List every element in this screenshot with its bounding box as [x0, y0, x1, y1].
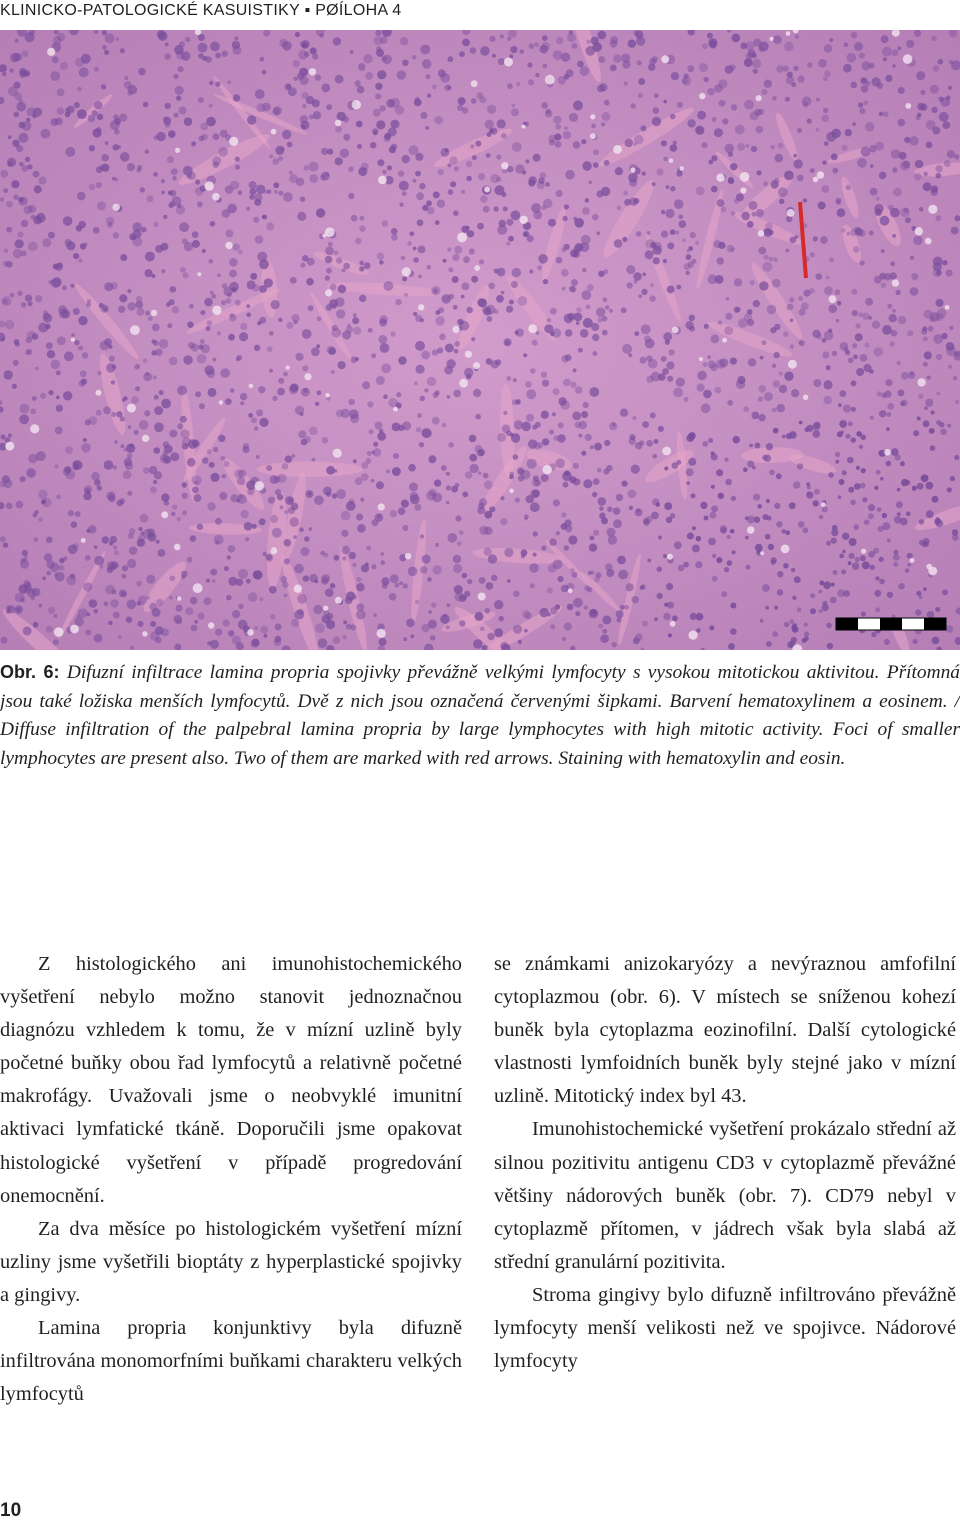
paragraph: Za dva měsíce po histologickém vyšetření mízní uzliny jsme vyšetřili bioptáty z hyperplastické spojivky a gingivy. — [0, 1217, 462, 1306]
running-head: KLINICKO-PATOLOGICKÉ KASUISTIKY ▪ PØÍLOHA 4 — [0, 2, 402, 19]
paragraph: Stroma gingivy bylo difuzně infiltrováno převážně lymfocyty menší velikosti než ve spojivce. Nádorové lymfocyty — [494, 1283, 956, 1373]
caption-text: Difuzní infiltrace lamina propria spojivky převážně velkými lymfocyty s vysokou mitotickou aktivitou. Přítomná jsou také ložiska menších lymfocytů. Dvě z nich jsou označená červenými šipkami. Barvení hematoxylinem a eosinem. / Diffuse infiltration of the palpebral lamina propria by large lymphocytes with high mitotic activity. Foci of smaller lymphocytes are present also. Two of them are marked with red arrows. Staining with hematoxylin and eosin. — [0, 662, 960, 769]
paragraph: se známkami anizokaryózy a nevýraznou amfofilní cytoplazmou (obr. 6). V místech se sníženou kohezí buněk byla cytoplazma eozinofilní. Další cytologické vlastnosti lymfoidních buněk byly stejné jako v mízní uzlině. Mitotický index byl 43. — [494, 953, 956, 1108]
figure-caption — [0, 658, 960, 773]
micrograph-image — [0, 30, 960, 650]
histology-figure — [0, 30, 960, 650]
paragraph: Imunohistochemické vyšetření prokázalo střední až silnou pozitivitu antigenu CD3 v cytoplazmě převážné většiny nádorových buněk (obr. 7). CD79 nebyl v cytoplazmě přítomen, v jádrech však byla slabá až střední granulární pozitivita. — [494, 1118, 956, 1273]
right-column — [494, 948, 956, 1378]
scale-bar — [836, 618, 946, 630]
left-column — [0, 948, 462, 1411]
paragraph: Lamina propria konjunktivy byla difuzně infiltrována monomorfními buňkami charakteru velkých lymfocytů — [0, 1317, 462, 1406]
page-number: 10 — [0, 1500, 22, 1521]
caption-label: Obr. 6: — [0, 662, 60, 682]
paragraph: Z histologického ani imunohistochemického vyšetření nebylo možno stanovit jednoznačnou diagnózu vzhledem k tomu, že v mízní uzlině byly početné buňky obou řad lymfocytů a relativně početné makrofágy. Uvažovali jsme o neobvyklé imunitní aktivaci lymfatické tkáně. Doporučili jsme opakovat histologické vyšetření v případě progredování onemocnění. — [0, 953, 462, 1207]
